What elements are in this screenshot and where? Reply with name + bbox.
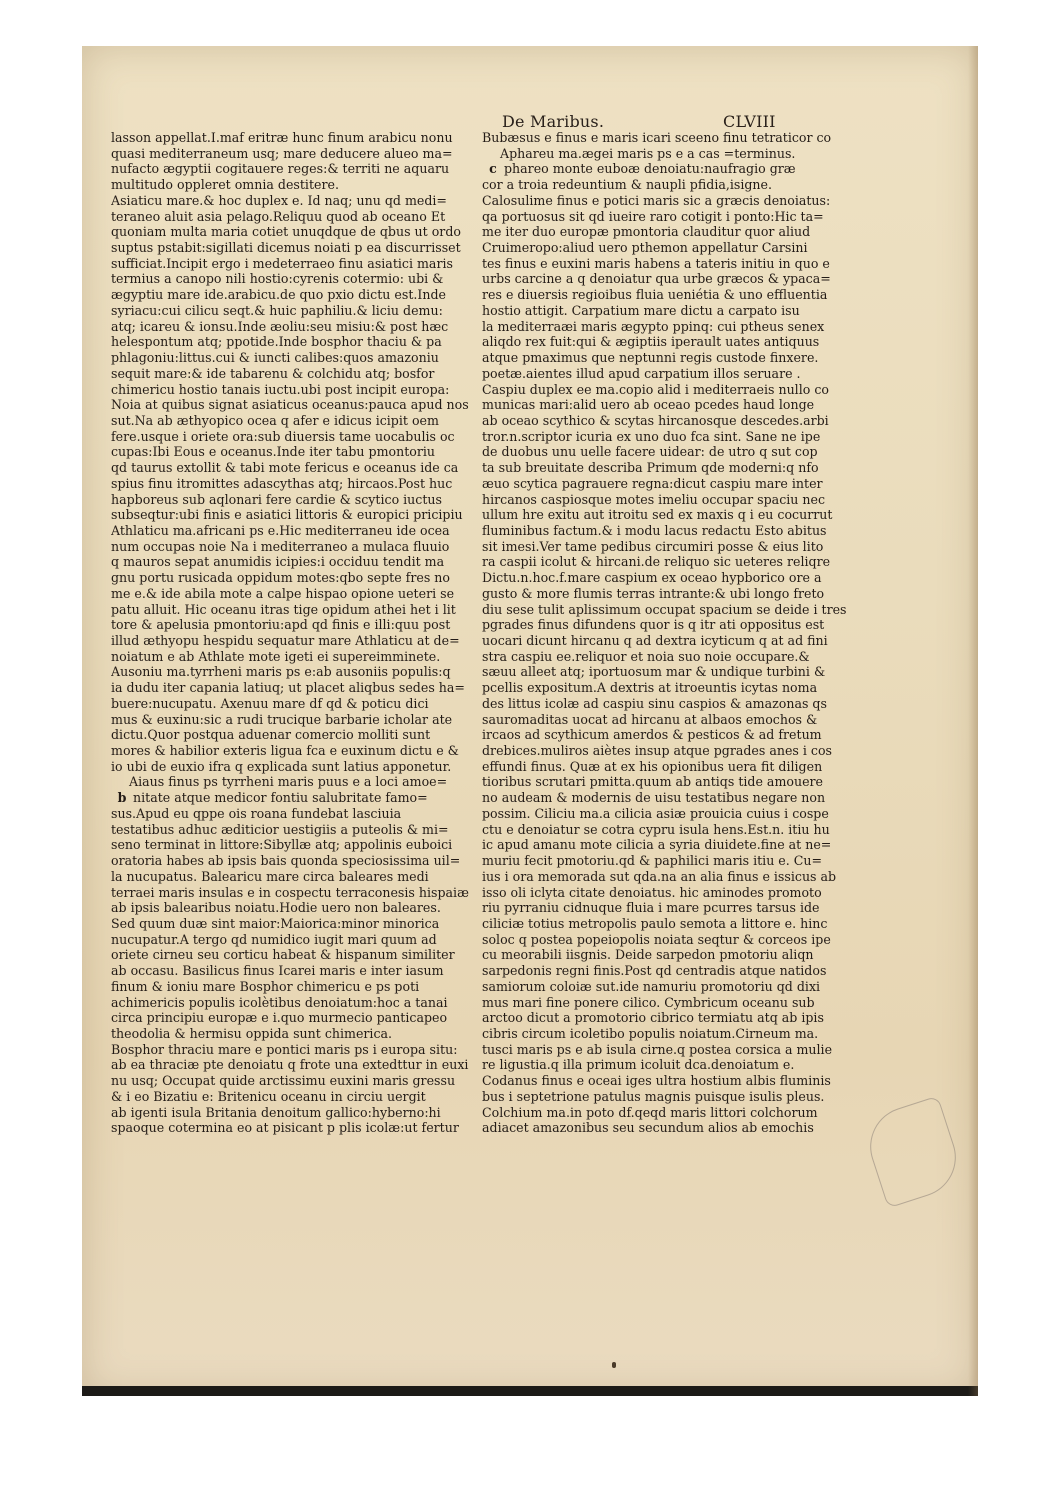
text-line: res e diuersis regioibus fluia ueniétia & uno effluentia (482, 287, 828, 303)
text-line: stra caspiu ee.reliquor et noia suo noie occupare.& (482, 648, 810, 664)
text-line: oriete cirneu seu corticu habeat & hispanum similiter (111, 947, 455, 963)
text-line: oratoria habes ab ipsis bais quonda speciosissima uil= (111, 853, 461, 869)
text-line: dictu.Quor postqua aduenar comercio molliti sunt (111, 727, 431, 743)
text-line: cor a troia redeuntium & naupli pfidia,isigne. (482, 177, 773, 193)
text-line: theodolia & hermisu oppida sunt chimerica. (111, 1025, 393, 1041)
text-line: c phareo monte euboæ denoiatu:naufragio græ (482, 161, 864, 177)
text-line: chimericu hostio tanais iuctu.ubi post incipit europa: (111, 381, 450, 397)
text-line: Bubæsus e finus e maris icari sceeno finu tetraticor co (482, 130, 832, 145)
text-line: urbs carcine a q denoiatur qua urbe græcos & ypaca= (482, 271, 831, 287)
text-line: gnu portu rusicada oppidum motes:qbo septe fres no (111, 570, 450, 586)
marginal-letter: c (489, 161, 497, 177)
text-line: municas mari:alid uero ab oceao pcedes haud longe (482, 397, 815, 413)
text-line: gusto & more flumis terras intrante:& ubi longo freto (482, 585, 825, 601)
text-line: isso oli iclyta citate denoiatus. hic aminodes promoto (482, 884, 822, 900)
text-line: Colchium ma.in poto df.qeqd maris littori colchorum (482, 1104, 818, 1120)
text-line: syriacu:cui cilicu seqt.& huic paphiliu.& liciu demu: (111, 302, 443, 318)
text-line: mores & habilior exteris ligua fca e euxinum dictu e & (111, 743, 459, 759)
text-line: fere.usque i oriete ora:sub diuersis tame uocabulis oc (111, 428, 455, 444)
text-line: arctoo dicut a promotorio cibrico termiatu atq ab ipis (482, 1010, 824, 1026)
text-line: samiorum coloiæ sut.ide namuriu promotoriu qd dixi (482, 978, 821, 994)
text-line: muriu fecit pmotoriu.qd & paphilici maris itiu e. Cu= (482, 853, 823, 869)
text-line: termius a canopo nili hostio:cyrenis cotermio: ubi & (111, 271, 444, 287)
text-line: suptus pstabit:sigillati dicemus noiati p ea discurrisset (111, 240, 461, 256)
text-line: ab oceao scythico & scytas hircanosque descedes.arbi (482, 412, 829, 428)
text-line: cu meorabili iisgnis. Deide sarpedon pmotoriu aliqn (482, 947, 814, 963)
text-line: tes finus e euxini maris habens a tateris initiu in quo e (482, 255, 830, 271)
text-line: cupas:Ibi Eous e oceanus.Inde iter tabu pmontoriu (111, 444, 436, 460)
text-line: atque pmaximus que neptunni regis custode finxere. (482, 350, 819, 366)
text-line: des littus icolæ ad caspiu sinu caspios & amazonas qs (482, 695, 827, 711)
text-line: Dictu.n.hoc.f.mare caspium ex oceao hypborico ore a (482, 570, 822, 586)
text-line: cibris circum icoletibo populis noiatum.Cirneum ma. (482, 1025, 819, 1041)
folio-number: CLVIII (723, 112, 776, 131)
text-line: & i eo Bizatiu e: Britenicu oceanu in circiu uergit (111, 1088, 426, 1104)
text-line: qd taurus extollit & tabi mote fericus e oceanus ide ca (111, 460, 459, 476)
text-line: multitudo oppleret omnia destitere. (111, 177, 339, 193)
text-line: me e.& ide abila mote a calpe hispao opione ueteri se (111, 585, 455, 601)
text-line: Bosphor thraciu mare e pontici maris ps i europa situ: (111, 1041, 458, 1057)
ink-speck (612, 1362, 616, 1368)
text-line: Aphareu ma.ægei maris ps e a cas =terminus. (500, 145, 796, 161)
text-line: ia dudu iter capania latiuq; ut placet aliqbus sedes ha= (111, 680, 465, 696)
text-line: bus i septetrione patulus magnis puisque isulis pleus. (482, 1088, 825, 1104)
text-line: qa portuosus sit qd iueire raro cotigit i ponto:Hic ta= (482, 208, 824, 224)
text-line: me iter duo europæ pmontoria clauditur quor aliud (482, 224, 811, 240)
text-line: achimericis populis icolètibus denoiatum:hoc a tanai (111, 994, 448, 1010)
text-line: diu sese tulit aplissimum occupat spacium se deide i tres (482, 601, 847, 617)
text-line: Caspiu duplex ee ma.copio alid i mediterraeis nullo co (482, 381, 829, 397)
text-line: ius i ora memorada sut qda.na an alia finus e issicus ab (482, 868, 837, 884)
text-line: possim. Ciliciu ma.a cilicia asiæ prouicia cuius i cospe (482, 805, 829, 821)
text-line: circa principiu europæ e i.quo murmecio panticapeo (111, 1010, 448, 1026)
text-line: sufficiat.Incipit ergo i medeterraeo finu asiatici maris (111, 255, 453, 271)
text-line: mus mari fine ponere cilico. Cymbricum oceanu sub (482, 994, 815, 1010)
text-line: uocari dicunt hircanu q ad dextra icyticum q at ad fini (482, 633, 828, 648)
text-line: poetæ.aientes illud apud carpatium illos seruare . (482, 365, 801, 381)
text-line: b nitate atque medicor fontiu salubritate famo= (111, 790, 493, 806)
text-line: quasi mediterraneum usq; mare deducere alueo ma= (111, 145, 453, 161)
text-line: hircanos caspiosque motes imeliu occupar spaciu nec (482, 491, 826, 507)
text-line: num occupas noie Na i mediterraneo a mulaca fluuio (111, 538, 450, 554)
text-line: illud æthyopu hespidu sequatur mare Athlaticu at de= (111, 633, 460, 648)
left-text-column (111, 130, 493, 1136)
text-line: quoniam multa maria cotiet unuqdque de qbus ut ordo (111, 224, 461, 240)
text-line: nucupatur.A tergo qd numidico iugit mari quum ad (111, 931, 437, 947)
marginal-letter: b (117, 790, 127, 806)
text-line: ircaos ad scythicum amerdos & pesticos & ad fretum (482, 727, 822, 743)
text-line: seno terminat in littore:Sibyllæ atq; appolinis euboici (111, 837, 453, 853)
text-line: sauromaditas uocat ad hircanu at albaos emochos & (482, 711, 818, 727)
text-line: nufacto ægyptii cogitauere reges:& territi ne aquaru (111, 161, 450, 177)
text-line: æuo scytica pagrauere regna:dicut caspiu mare inter (482, 475, 823, 491)
text-line: soloc q postea popeiopolis noiata seqtur & corceos ipe (482, 931, 831, 947)
text-line: ciliciæ totius metropolis paulo semota a littore e. hinc (482, 915, 828, 931)
text-line: sit imesi.Ver tame pedibus circumiri posse & eius lito (482, 538, 824, 554)
text-line: aliqdo rex fuit:qui & ægiptiis iperault uates antiquus (482, 334, 820, 350)
text-line: re ligustia.q illa primum icoluit dca.denoiatum e. (482, 1057, 795, 1073)
text-line: hapboreus sub aqlonari fere cardie & scytico iuctus (111, 491, 442, 507)
running-head: De Maribus. (502, 112, 605, 131)
text-line: subseqtur:ubi finis e asiatici littoris & europici pricipiu (111, 507, 463, 523)
text-line: fluminibus factum.& i modu lacus redactu Esto abitus (482, 522, 827, 538)
text-line: patu alluit. Hic oceanu itras tige opidum athei het i lit (111, 601, 456, 617)
text-line: teraneo aluit asia pelago.Reliquu quod ab oceano Et (111, 208, 446, 224)
text-line: sequit mare:& ide tabarenu & colchidu atq; bosfor (111, 365, 435, 381)
text-line: ta sub breuitate describa Primum qde moderni:q nfo (482, 460, 819, 476)
text-line: ab occasu. Basilicus finus Icarei maris e inter iasum (111, 963, 444, 979)
text-line: Asiaticu mare.& hoc duplex e. Id naq; unu qd medi= (111, 192, 447, 208)
text-line: ab igenti isula Britania denoitum gallico:hyberno:hi (111, 1104, 441, 1120)
text-line: sæuu alleet atq; iportuosum mar & undique turbini & (482, 664, 826, 680)
text-line: testatibus adhuc æditicior uestigiis a puteolis & mi= (111, 821, 449, 837)
text-line: ægyptiu mare ide.arabicu.de quo pxio dictu est.Inde (111, 287, 446, 303)
text-line: ab ipsis balearibus noiatu.Hodie uero non baleares. (111, 900, 441, 916)
text-line: ab ea thraciæ pte denoiatu q frote una extedttur in euxi (111, 1057, 469, 1073)
text-line: Noia at quibus signat asiaticus oceanus:pauca apud nos (111, 397, 469, 413)
text-line: ullum hre exitu aut itroitu sed ex maxis q i eu cocurrut (482, 507, 833, 523)
text-line: mus & euxinu:sic a rudi trucique barbarie icholar ate (111, 711, 453, 727)
text-line: buere:nucupatu. Axenuu mare df qd & poticu dici (111, 695, 429, 711)
text-line: ic apud amanu mote cilicia a syria diuidete.fine at ne= (482, 837, 832, 853)
text-line: spius finu itromittes adascythas atq; hircaos.Post huc (111, 475, 453, 491)
text-line: finum & ioniu mare Bosphor chimericu e ps poti (111, 978, 420, 994)
text-line: q mauros sepat anumidis icipies:i occiduu tendit ma (111, 554, 445, 570)
text-line: sut.Na ab æthyopico ocea q afer e idicus icipit oem (111, 412, 439, 428)
text-line: Aiaus finus ps tyrrheni maris puus e a loci amoe= (129, 774, 448, 790)
text-line: hostio attigit. Carpatium mare dictu a carpato isu (482, 302, 800, 318)
text-line: drebices.muliros aiètes insup atque pgrades anes i cos (482, 743, 833, 759)
text-line: la mediterraæi maris ægypto ppinq: cui ptheus senex (482, 318, 825, 334)
text-line: Sed quum duæ sint maior:Maiorica:minor minorica (111, 915, 440, 931)
text-line: pcellis expositum.A dextris at itroeuntis icytas noma (482, 680, 818, 696)
text-line: sus.Apud eu qppe ois roana fundebat lasciuia (111, 805, 402, 821)
text-line: phlagoniu:littus.cui & iuncti calibes:quos amazoniu (111, 350, 439, 366)
text-line: pgrades finus difundens quor is q itr ati oppositus est (482, 617, 825, 633)
text-line: ctu e denoiatur se cotra cypru isula hens.Est.n. itiu hu (482, 821, 830, 837)
text-line: adiacet amazonibus seu secundum alios ab emochis (482, 1120, 814, 1136)
text-line: io ubi de euxio ifra q explicada sunt latius apponetur. (111, 758, 452, 774)
text-line: Ausoniu ma.tyrrheni maris ps e:ab ausoniis populis:q (111, 664, 451, 680)
text-line: Codanus finus e oceai iges ultra hostium albis fluminis (482, 1073, 831, 1089)
text-line: tusci maris ps e ab isula cirne.q postea corsica a mulie (482, 1041, 833, 1057)
text-line: la nucupatus. Balearicu mare circa baleares medi (111, 868, 429, 884)
text-line: ra caspii icolut & hircani.de reliquo sic ueteres reliqre (482, 554, 831, 570)
text-line: effundi finus. Quæ at ex his opionibus uera fit diligen (482, 758, 823, 774)
library-stamp-mark (860, 1096, 966, 1209)
text-line: Athlaticu ma.africani ps e.Hic mediterraneu ide ocea (111, 522, 450, 538)
text-line: sarpedonis regni finis.Post qd centradis atque natidos (482, 963, 827, 979)
text-line: riu pyrraniu cidnuque fluia i mare pcurres tarsus ide (482, 900, 820, 916)
text-line: spaoque cotermina eo at pisicant p plis icolæ:ut fertur (111, 1120, 459, 1136)
text-line: Calosulime finus e potici maris sic a græcis denoiatus: (482, 192, 831, 208)
text-line: nu usq; Occupat quide arctissimu euxini maris gressu (111, 1073, 456, 1089)
right-text-column (482, 130, 864, 1136)
text-line: Cruimeropo:aliud uero pthemon appellatur Carsini (482, 240, 808, 256)
text-line: atq; icareu & ionsu.Inde æoliu:seu misiu:& post hæc (111, 318, 449, 334)
text-line: terraei maris insulas e in cospectu terraconesis hispaiæ (111, 884, 469, 900)
text-line: lasson appellat.I.maf eritræ hunc finum arabicu nonu (111, 130, 453, 145)
text-line: noiatum e ab Athlate mote igeti ei supereimminete. (111, 648, 441, 664)
text-line: tore & apelusia pmontoriu:apd qd finis e illi:quu post (111, 617, 451, 633)
text-line: de duobus unu uelle facere uidear: de utro q sut cop (482, 444, 818, 460)
text-line: tror.n.scriptor icuria ex uno duo fca sint. Sane ne ipe (482, 428, 821, 444)
manuscript-page (82, 46, 978, 1396)
text-line: tioribus scrutari pmitta.quum ab antiqs tide amouere (482, 774, 824, 790)
text-line: no audeam & modernis de uisu testatibus negare non (482, 790, 826, 806)
text-line: helespontum atq; ppotide.Inde bosphor thaciu & pa (111, 334, 442, 350)
